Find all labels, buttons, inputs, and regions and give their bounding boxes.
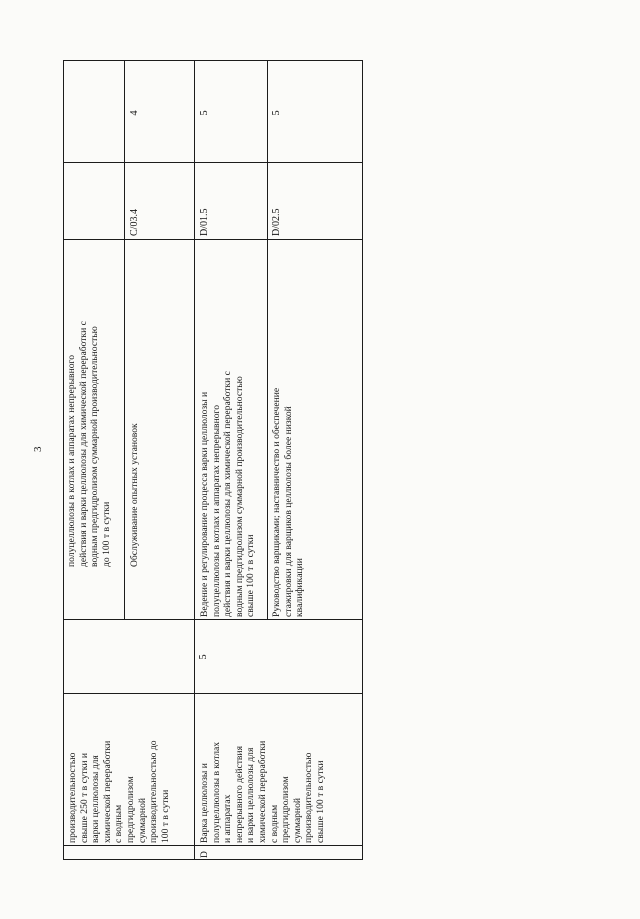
table-border-top (63, 60, 64, 860)
generalized-function-code-d: D (199, 851, 210, 858)
col-separator-3 (63, 619, 363, 620)
function-level-c-03-4: 4 (129, 110, 140, 116)
function-name-c-03-4: Обслуживание опытных установок (129, 423, 140, 567)
function-name-continuation: полуцеллюлозы в котлах и аппаратах непрерывного действия и варки целлюлозы для химической переработки с водным предгидролизом суммарной производительностью до 100 т в сутки (66, 321, 112, 567)
qualification-level-d: 5 (198, 654, 209, 660)
function-name-d-02-5: Руководство варщиками; наставничество и обеспечение стажировки для варщиков целлюлозы более низкой квалификации (271, 387, 306, 617)
table-border-left (63, 859, 363, 860)
function-level-d-02-5: 5 (271, 110, 282, 116)
row-separator-1 (124, 60, 125, 620)
row-separator-2 (194, 60, 195, 860)
function-code-d-02-5: D/02.5 (271, 208, 282, 236)
functions-table (63, 60, 363, 860)
table-border-right (63, 60, 363, 61)
col-separator-5 (63, 162, 363, 163)
table-border-bottom (362, 60, 363, 860)
page-number: 3 (32, 446, 44, 452)
function-level-d-01-5: 5 (199, 110, 210, 116)
col-separator-2 (63, 693, 363, 694)
generalized-function-d: Варка целлюлозы и полуцеллюлозы в котлах и аппаратах непрерывного действия и варки целлюлозы для химической переработки с водным предгидролизом суммарной производительностью свыше 100 т в сутки (199, 740, 326, 843)
function-code-d-01-5: D/01.5 (199, 208, 210, 236)
col-separator-1 (63, 845, 363, 846)
function-code-c-03-4: C/03.4 (129, 209, 140, 236)
function-name-d-01-5: Ведение и регулирование процесса варки целлюлозы и полуцеллюлозы в котлах и аппаратах непрерывного действия и варки целлюлозы для химической переработки с водным предгидролизом суммарной производительностью свыше 100 т в сутки (199, 371, 257, 617)
col-separator-4 (63, 239, 363, 240)
row-separator-3 (267, 60, 268, 620)
generalized-function-continuation: производительностью свыше 250 т в сутки и варки целлюлозы для химической переработки с водным предгидролизом суммарной производительностью до 100 т в сутки (67, 740, 171, 843)
